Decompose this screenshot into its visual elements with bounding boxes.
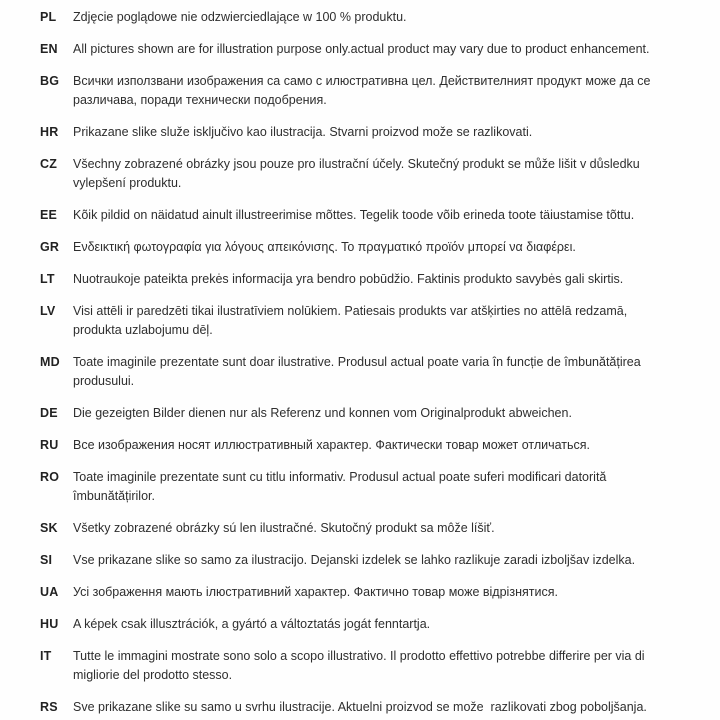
disclaimer-row <box>40 698 678 717</box>
disclaimer-text: Toate imaginile prezentate sunt doar ilustrative. Produsul actual poate varia în funcție de îmbunătățirea produsului. <box>73 355 645 388</box>
disclaimer-text: Vse prikazane slike so samo za ilustracijo. Dejanski izdelek se lahko razlikuje zaradi izboljšav izdelka. <box>73 553 636 567</box>
language-code: HR <box>40 125 59 139</box>
disclaimer-row <box>40 436 678 455</box>
language-code: IT <box>40 649 52 663</box>
language-code: EE <box>40 208 58 222</box>
language-code: LT <box>40 272 55 286</box>
disclaimer-text: Zdjęcie poglądowe nie odzwierciedlające w 100 % produktu. <box>73 10 407 24</box>
language-code: LV <box>40 304 56 318</box>
disclaimer-row <box>40 404 678 423</box>
language-code: RS <box>40 700 58 714</box>
disclaimer-row <box>40 647 678 685</box>
disclaimer-row <box>40 238 678 257</box>
disclaimer-text: Всички използвани изображения са само с илюстративна цел. Действителният продукт може да се различава, поради технически подобрения. <box>73 74 654 107</box>
language-code: PL <box>40 10 57 24</box>
disclaimer-row <box>40 155 678 193</box>
disclaimer-text: Tutte le immagini mostrate sono solo a scopo illustrativo. Il prodotto effettivo potrebbe differire per via di migliorie del prodotto stesso. <box>73 649 649 682</box>
disclaimer-row <box>40 353 678 391</box>
disclaimer-text: Visi attēli ir paredzēti tikai ilustratīviem nolūkiem. Patiesais produkts var atšķirties no attēlā redzamā, produkta uzlabojumu dēļ. <box>73 304 631 337</box>
language-code: SI <box>40 553 53 567</box>
disclaimer-text: Nuotraukoje pateikta prekės informacija yra bendro pobūdžio. Faktinis produkto savybės gali skirtis. <box>73 272 624 286</box>
language-code: RU <box>40 438 59 452</box>
disclaimer-text: Sve prikazane slike su samo u svrhu ilustracije. Aktuelni proizvod se može razlikovati zbog poboljšanja. <box>73 700 647 714</box>
disclaimer-text: Ενδεικτική φωτογραφία για λόγους απεικόνισης. Το πραγματικό προϊόν μπορεί να διαφέρει. <box>73 240 576 254</box>
disclaimer-text: A képek csak illusztrációk, a gyártó a változtatás jogát fenntartja. <box>73 617 431 631</box>
disclaimer-row <box>40 40 678 59</box>
disclaimer-row <box>40 8 678 27</box>
language-code: GR <box>40 240 60 254</box>
language-code: MD <box>40 355 60 369</box>
disclaimer-text: Prikazane slike služe isključivo kao ilustracija. Stvarni proizvod može se razlikovati. <box>73 125 533 139</box>
disclaimer-row <box>40 72 678 110</box>
disclaimer-text: Все изображения носят иллюстративный характер. Фактически товар может отличаться. <box>73 438 591 452</box>
disclaimer-row <box>40 615 678 634</box>
language-code: SK <box>40 521 58 535</box>
language-code: DE <box>40 406 58 420</box>
language-code: UA <box>40 585 59 599</box>
disclaimer-text: Všetky zobrazené obrázky sú len ilustračné. Skutočný produkt sa môže líšiť. <box>73 521 495 535</box>
disclaimer-row <box>40 468 678 506</box>
disclaimer-row <box>40 551 678 570</box>
language-code: BG <box>40 74 60 88</box>
disclaimer-row <box>40 302 678 340</box>
disclaimer-text: All pictures shown are for illustration purpose only.actual product may vary due to product enhancement. <box>73 42 650 56</box>
disclaimer-text: Усі зображення мають ілюстративний характер. Фактично товар може відрізнятися. <box>73 585 558 599</box>
language-code: HU <box>40 617 59 631</box>
disclaimer-row <box>40 519 678 538</box>
language-code: EN <box>40 42 58 56</box>
language-code: RO <box>40 470 60 484</box>
disclaimer-row <box>40 206 678 225</box>
disclaimer-text: Toate imaginile prezentate sunt cu titlu informativ. Produsul actual poate suferi modificari datorită îmbunătățirilor. <box>73 470 610 503</box>
disclaimer-text: Die gezeigten Bilder dienen nur als Referenz und konnen vom Originalprodukt abweichen. <box>73 406 572 420</box>
disclaimer-row <box>40 270 678 289</box>
disclaimer-row <box>40 583 678 602</box>
disclaimer-text: Všechny zobrazené obrázky jsou pouze pro ilustrační účely. Skutečný produkt se může lišit v důsledku vylepšení produktu. <box>73 157 644 190</box>
language-code: CZ <box>40 157 58 171</box>
disclaimer-text: Kõik pildid on näidatud ainult illustreerimise mõttes. Tegelik toode võib erineda toote täiustamise tõttu. <box>73 208 635 222</box>
disclaimer-row <box>40 123 678 142</box>
